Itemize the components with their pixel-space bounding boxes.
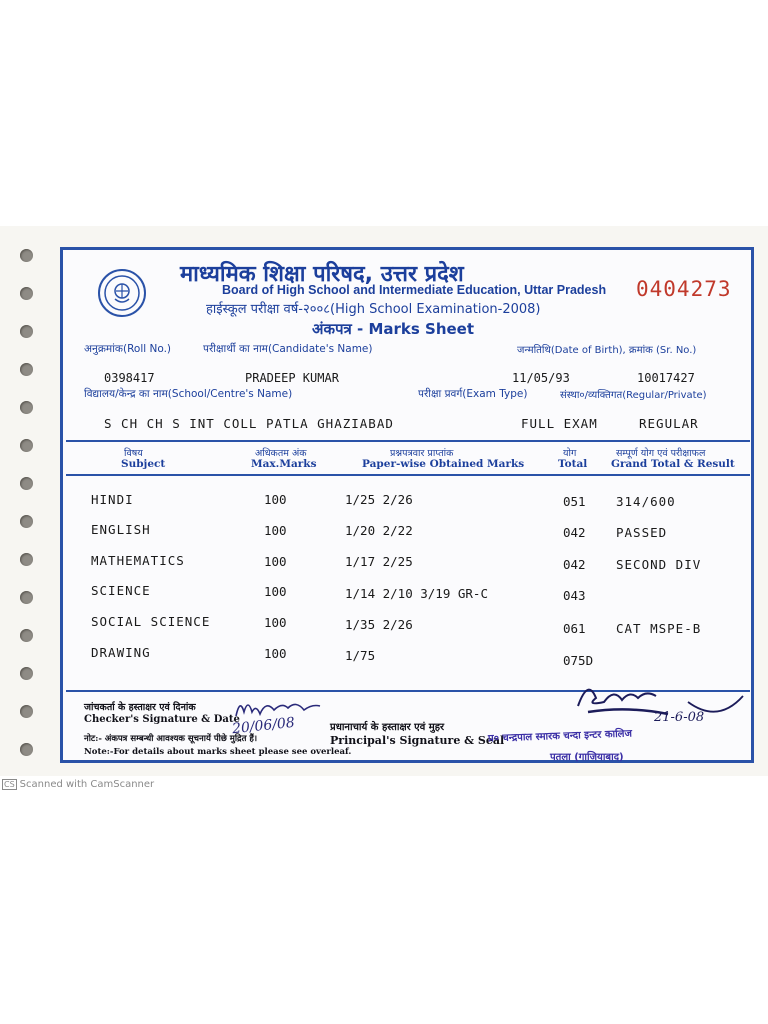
roll-no-label: अनुक्रमांक(Roll No.) [84, 343, 172, 355]
total-cell: 042 [563, 557, 586, 572]
paper-marks-cell: 1/17 2/25 [345, 554, 413, 569]
punch-hole [20, 515, 33, 528]
subject-cell: MATHEMATICS [91, 553, 185, 568]
punch-hole [20, 249, 33, 262]
punch-hole [20, 401, 33, 414]
principal-label-hindi: प्रधानाचार्य के हस्ताक्षर एवं मुहर [330, 722, 445, 733]
dob-sr-label: जन्मतिथि(Date of Birth), क्रमांक (Sr. No.) [517, 345, 697, 356]
total-cell: 051 [563, 494, 586, 509]
max-marks-cell: 100 [264, 646, 287, 661]
checker-label-hindi: जांचकर्ता के हस्ताक्षर एवं दिनांक [84, 702, 196, 713]
note-hindi: नोट:- अंकपत्र सम्बन्धी आवश्यक सूचनायें पीछे मुद्रित हैं। [84, 734, 258, 744]
punch-hole [20, 477, 33, 490]
punch-hole [20, 287, 33, 300]
punch-hole [20, 705, 33, 718]
subject-cell: SCIENCE [91, 583, 151, 598]
sr-no-value: 10017427 [637, 371, 695, 385]
total-cell: 061 [563, 621, 586, 636]
school-name-value: S CH CH S INT COLL PATLA GHAZIABAD [104, 416, 394, 431]
school-stamp-line1: प्र० चन्द्रपाल स्मारक चन्दा इन्टर कालिज [487, 728, 633, 745]
candidate-name-value: PRADEEP KUMAR [245, 371, 339, 385]
checker-label: Checker's Signature & Date [84, 714, 240, 725]
paper-marks-cell: 1/20 2/22 [345, 523, 413, 538]
max-marks-cell: 100 [264, 554, 287, 569]
checker-date: 20/06/08 [231, 714, 296, 738]
table-top-rule [66, 440, 750, 442]
subject-cell: ENGLISH [91, 522, 151, 537]
punch-hole [20, 439, 33, 452]
subject-cell: SOCIAL SCIENCE [91, 614, 211, 629]
camscanner-watermark: CS Scanned with CamScanner [4, 779, 155, 790]
board-title-hindi: माध्यमिक शिक्षा परिषद, उत्तर प्रदेश [180, 262, 464, 287]
grand-total-header: Grand Total & Result [611, 458, 735, 470]
result-cell: CAT MSPE-B [616, 621, 702, 636]
punch-hole [20, 591, 33, 604]
dob-value: 11/05/93 [512, 371, 570, 385]
note-english: Note:-For details about marks sheet please see overleaf. [84, 747, 352, 757]
total-cell: 075D [563, 653, 594, 668]
subject-header: Subject [121, 458, 166, 470]
school-name-label: विद्यालय/केन्द्र का नाम(School/Centre's Name) [84, 388, 293, 400]
max-marks-header: Max.Marks [251, 458, 317, 470]
regular-private-label: संस्था०/व्यक्तिगत(Regular/Private) [560, 390, 707, 401]
school-stamp-line2: पतला (गाजियाबाद) [550, 752, 624, 763]
subject-header-hindi: विषय [124, 448, 143, 459]
roll-no-value: 0398417 [104, 371, 155, 385]
punch-hole [20, 553, 33, 566]
result-cell: SECOND DIV [616, 557, 702, 572]
subject-cell: HINDI [91, 492, 134, 507]
paper-marks-cell: 1/35 2/26 [345, 617, 413, 632]
exam-type-label: परीक्षा प्रवर्ग(Exam Type) [418, 388, 528, 400]
sheet-title: अंकपत्र - Marks Sheet [312, 320, 475, 338]
max-marks-cell: 100 [264, 492, 287, 507]
exam-type-value: FULL EXAM [521, 416, 598, 431]
result-cell: PASSED [616, 525, 668, 540]
punch-hole [20, 743, 33, 756]
punch-hole [20, 629, 33, 642]
serial-number: 0404273 [636, 277, 732, 301]
paper-marks-cell: 1/25 2/26 [345, 492, 413, 507]
punch-hole [20, 667, 33, 680]
paper-marks-header-hindi: प्रश्नपत्रवार प्राप्तांक [390, 448, 454, 459]
total-header-hindi: योग [563, 448, 577, 459]
paper-marks-cell: 1/75 [345, 648, 376, 663]
total-cell: 043 [563, 588, 586, 603]
subject-cell: DRAWING [91, 645, 151, 660]
camscanner-icon: CS [4, 780, 15, 789]
max-marks-cell: 100 [264, 615, 287, 630]
result-cell: 314/600 [616, 494, 676, 509]
max-marks-cell: 100 [264, 523, 287, 538]
board-title-english: Board of High School and Intermediate Education, Uttar Pradesh [222, 283, 607, 297]
paper-marks-header: Paper-wise Obtained Marks [362, 458, 525, 470]
principal-label: Principal's Signature & Seal [330, 734, 505, 747]
max-marks-cell: 100 [264, 584, 287, 599]
category-value: REGULAR [639, 416, 699, 431]
board-emblem-icon [98, 269, 146, 317]
candidate-name-label: परीक्षार्थी का नाम(Candidate's Name) [203, 343, 373, 355]
punch-hole [20, 363, 33, 376]
paper-marks-cell: 1/14 2/10 3/19 GR-C [345, 586, 488, 601]
header-rule [66, 474, 750, 476]
max-marks-header-hindi: अधिकतम अंक [255, 448, 307, 459]
total-header: Total [558, 458, 588, 470]
total-cell: 042 [563, 525, 586, 540]
punch-hole [20, 325, 33, 338]
exam-year-line: हाईस्कूल परीक्षा वर्ष-२००८(High School Examination-2008) [206, 302, 541, 317]
grand-total-header-hindi: सम्पूर्ण योग एवं परीक्षाफल [616, 448, 706, 459]
principal-date: 21-6-08 [654, 710, 705, 725]
